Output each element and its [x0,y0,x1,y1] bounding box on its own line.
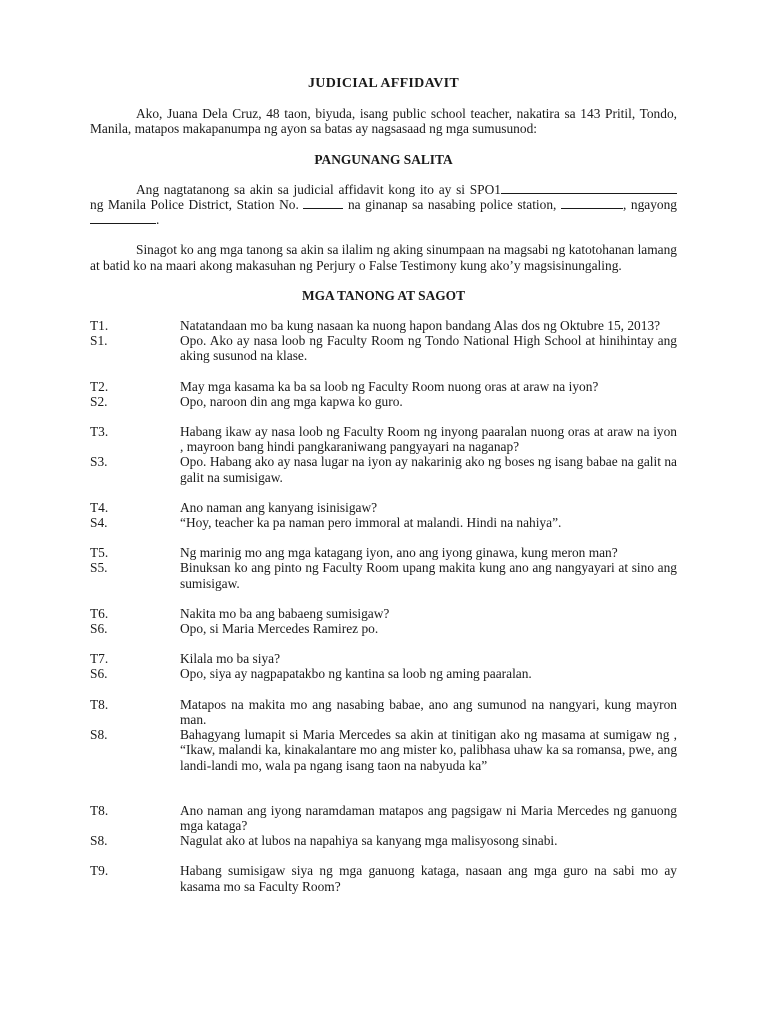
question-t1 [90,318,677,333]
qa-text: Ano naman ang iyong naramdaman matapos ang pagsigaw ni Maria Mercedes ng ganuong mga kataga? [180,802,677,833]
qa-label: T5. [90,545,109,561]
qa-text: Opo. Habang ako ay nasa lugar na iyon ay nakarinig ako ng boses ng isang babae na galit na galit na sumisigaw. [180,454,677,485]
qa-text: Bahagyang lumapit si Maria Mercedes sa akin at tinitigan ako ng masama at sumigaw ng , “Ikaw, malandi ka, kinakalantare mo ang mister ko, palibhasa uhaw ka sa romansa, pwe, ang landi-landi mo, wala pa ngang isang taon na nabyuda ka” [180,727,678,773]
qa-label: T7. [90,651,109,667]
qa-text: Binuksan ko ang pinto ng Faculty Room upang makita kung ano ang nangyayari at sino ang sumisigaw. [180,560,677,591]
preliminary-text-e: . [156,212,160,228]
qa-label: T1. [90,318,109,334]
affidavit-page [90,76,677,894]
answer-s7 [90,666,677,681]
section-heading-pangunang-salita: PANGUNANG SALITA [314,151,453,167]
question-t4 [90,500,677,515]
qa-label: T8. [90,696,109,712]
oath-paragraph: Sinagot ko ang mga tanong sa akin sa ilalim ng aking sinumpaan na magsabi ng katotohanan lamang at batid ko na maari akong makasuhan ng Perjury o False Testimony kung ako’y magsisinungaling. [90,242,677,273]
qa-label: T9. [90,863,109,879]
answer-s6 [90,621,677,636]
qa-label: S4. [90,515,108,531]
qa-text: Kilala mo ba siya? [180,651,281,667]
question-t3 [90,424,677,454]
question-t8-followup [90,803,677,833]
question-t7 [90,651,677,666]
qa-label: S2. [90,393,108,409]
qa-text: “Hoy, teacher ka pa naman pero immoral at malandi. Hindi na nahiya”. [180,515,562,531]
qa-label: T4. [90,499,109,515]
preliminary-paragraph [90,182,677,228]
qa-text: Opo, siya ay nagpapatakbo ng kantina sa loob ng aming paaralan. [180,666,532,682]
preliminary-text-c: na ginanap sa nasabing police station, [343,197,561,213]
qa-text: May mga kasama ka ba sa loob ng Faculty Room nuong oras at araw na iyon? [180,378,599,394]
qa-label: T3. [90,424,109,440]
qa-text: Opo. Ako ay nasa loob ng Faculty Room ng Tondo National High School at hinihintay ang aking susunod na klase. [180,333,677,364]
question-t6 [90,606,677,621]
answer-s1 [90,333,677,363]
answer-s3 [90,454,677,484]
answer-s8 [90,727,677,773]
officer-name-blank [501,182,677,194]
qa-text: Opo, naroon din ang mga kapwa ko guro. [180,393,403,409]
qa-text: Ng marinig mo ang mga katagang iyon, ano ang iyong ginawa, kung meron man? [180,545,618,561]
answer-s5 [90,560,677,590]
date-blank [561,197,623,209]
question-t9 [90,863,677,893]
qa-label: S6. [90,621,108,637]
qa-text: Natatandaan mo ba kung nasaan ka nuong hapon bandang Alas dos ng Oktubre 15, 2013? [180,318,661,334]
qa-text: Matapos na makita mo ang nasabing babae, ano ang sumunod na nangyari, kung mayron man. [180,696,677,727]
qa-label: S3. [90,454,108,470]
qa-text: Nagulat ako at lubos na napahiya sa kanyang mga malisyosong sinabi. [180,833,558,849]
intro-paragraph: Ako, Juana Dela Cruz, 48 taon, biyuda, isang public school teacher, nakatira sa 143 Pritil, Tondo, Manila, matapos makapanumpa ng ayon sa batas ay nagsasaad ng mga sumusunod: [90,106,677,137]
qa-label: S1. [90,333,108,349]
document-title: JUDICIAL AFFIDAVIT [307,76,459,91]
qa-label: S8. [90,833,108,849]
qa-label: S6. [90,666,108,682]
answer-s4 [90,515,677,530]
qa-text: Ano naman ang kanyang isinisigaw? [180,499,378,515]
qa-text: Habang ikaw ay nasa loob ng Faculty Room ng inyong paaralan nuong oras at araw na iyon , mayroon bang hindi pangkaraniwang pangyayari na naganap? [180,424,677,455]
qa-label: T2. [90,378,109,394]
question-t8 [90,697,677,727]
answer-s2 [90,394,677,409]
station-number-blank [303,197,343,209]
preliminary-text-b: ng Manila Police District, Station No. [90,197,304,213]
qa-label: T6. [90,605,109,621]
preliminary-text-d: , ngayong [622,197,677,213]
question-t5 [90,545,677,560]
qa-label: S8. [90,727,108,743]
qa-text: Nakita mo ba ang babaeng sumisigaw? [180,605,390,621]
question-t2 [90,379,677,394]
qa-label: S5. [90,560,108,576]
qa-text: Habang sumisigaw siya ng mga ganuong kataga, nasaan ang mga guro na sabi mo ay kasama mo sa Faculty Room? [180,863,677,894]
section-heading-mga-tanong-at-sagot: MGA TANONG AT SAGOT [301,287,466,303]
qa-label: T8. [90,802,109,818]
year-blank [90,212,156,224]
qa-text: Opo, si Maria Mercedes Ramirez po. [180,621,379,637]
answer-s8-followup [90,833,677,848]
preliminary-text-a: Ang nagtatanong sa akin sa judicial affidavit kong ito ay si SPO1 [136,181,501,197]
